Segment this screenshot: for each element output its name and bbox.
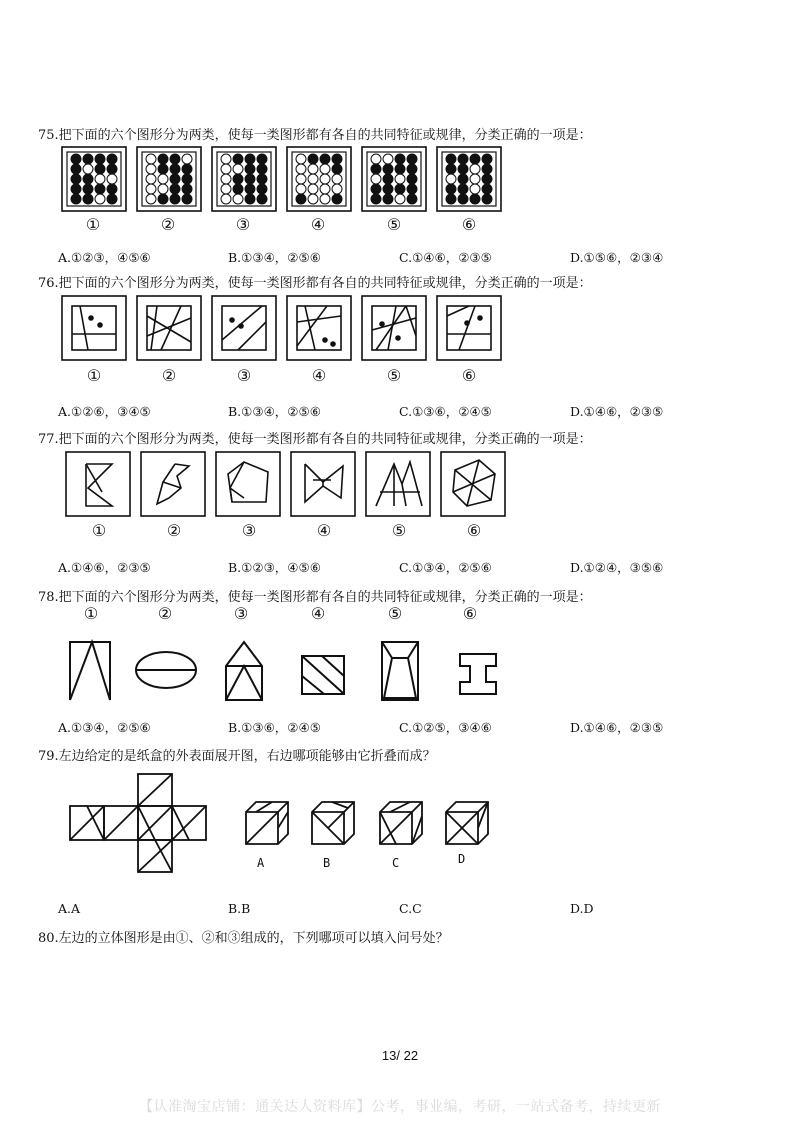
q79-net	[68, 772, 213, 881]
q75-dot	[221, 164, 231, 174]
q75-dot	[182, 184, 192, 194]
q75-dot	[170, 154, 180, 164]
q75-dot-grids	[60, 145, 540, 215]
q79-option-d[interactable]: D.D	[570, 901, 594, 916]
q78-label-3: ③	[233, 604, 249, 623]
q75-dot	[458, 154, 468, 164]
q76-line-squares	[60, 294, 510, 364]
q75-dot	[182, 174, 192, 184]
q75-dot	[245, 174, 255, 184]
page-number: 13/ 22	[381, 1048, 419, 1063]
q78-label-5: ⑤	[387, 604, 403, 623]
q75-option-b[interactable]: B.①③④，②⑤⑥	[228, 250, 321, 265]
q75-figure-3	[212, 147, 276, 211]
q75-dot	[407, 164, 417, 174]
q75-figure-1	[62, 147, 126, 211]
q76-label-1: ①	[86, 366, 102, 385]
question-76-text: 76.把下面的六个图形分为两类，使每一类图形都有各自的共同特征或规律，分类正确的一项是：	[38, 276, 592, 291]
q75-label-4: ④	[310, 215, 326, 234]
q75-dot	[296, 164, 306, 174]
q78-label-2: ②	[157, 604, 173, 623]
q75-dot	[257, 154, 267, 164]
question-77-text: 77.把下面的六个图形分为两类，使每一类图形都有各自的共同特征或规律，分类正确的一项是：	[38, 432, 592, 447]
q75-dot	[458, 174, 468, 184]
q75-dot	[470, 154, 480, 164]
q75-dot	[71, 154, 81, 164]
q75-dot	[446, 184, 456, 194]
q77-option-a[interactable]: A.①④⑥，②③⑤	[58, 560, 151, 575]
q75-dot	[458, 164, 468, 174]
q75-dot	[308, 184, 318, 194]
q75-dot	[371, 164, 381, 174]
q75-dot	[296, 194, 306, 204]
q75-dot	[320, 194, 330, 204]
q75-dot	[383, 154, 393, 164]
q76-label-3: ③	[236, 366, 252, 385]
q75-dot	[395, 184, 405, 194]
q75-dot	[458, 184, 468, 194]
q75-dot	[257, 174, 267, 184]
q79-cube-label-d: D	[458, 852, 466, 866]
q75-dot	[245, 164, 255, 174]
q75-dot	[158, 154, 168, 164]
q75-dot	[470, 184, 480, 194]
q76-label-5: ⑤	[386, 366, 402, 385]
q79-cube-label-a: A	[257, 856, 265, 870]
q75-dot	[470, 174, 480, 184]
q75-label-2: ②	[160, 215, 176, 234]
q75-dot	[395, 194, 405, 204]
q75-label-1: ①	[85, 215, 101, 234]
q75-dot	[470, 194, 480, 204]
q75-dot	[482, 154, 492, 164]
q75-figure-6	[437, 147, 501, 211]
q78-option-a[interactable]: A.①③④，②⑤⑥	[58, 720, 151, 735]
q75-dot	[320, 174, 330, 184]
q75-dot	[482, 184, 492, 194]
q75-dot	[221, 184, 231, 194]
q75-dot	[158, 174, 168, 184]
q75-dot	[182, 164, 192, 174]
q75-dot	[482, 174, 492, 184]
q75-dot	[296, 184, 306, 194]
q75-label-6: ⑥	[461, 215, 477, 234]
q75-dot	[482, 194, 492, 204]
q75-dot	[182, 154, 192, 164]
q75-option-c[interactable]: C.①④⑥，②③⑤	[399, 250, 492, 265]
q75-dot	[233, 194, 243, 204]
q75-dot	[95, 174, 105, 184]
q75-dot	[95, 194, 105, 204]
q75-dot	[107, 184, 117, 194]
q75-dot	[107, 174, 117, 184]
q77-label-3: ③	[241, 521, 257, 540]
q75-dot	[371, 174, 381, 184]
q75-dot	[71, 174, 81, 184]
q75-dot	[71, 164, 81, 174]
q75-dot	[308, 164, 318, 174]
q75-dot	[221, 174, 231, 184]
q75-label-3: ③	[235, 215, 251, 234]
q79-cubes	[240, 796, 500, 856]
q78-shapes	[60, 632, 510, 712]
q77-label-2: ②	[166, 521, 182, 540]
q77-polygon-squares	[66, 452, 516, 520]
q75-dot	[83, 194, 93, 204]
q75-dot	[233, 174, 243, 184]
q75-dot	[146, 154, 156, 164]
q75-dot	[257, 194, 267, 204]
q75-dot	[83, 164, 93, 174]
q75-dot	[170, 174, 180, 184]
q76-label-4: ④	[311, 366, 327, 385]
q75-dot	[332, 194, 342, 204]
q75-dot	[371, 154, 381, 164]
q75-dot	[170, 194, 180, 204]
q75-dot	[170, 184, 180, 194]
q75-dot	[158, 194, 168, 204]
q78-option-b[interactable]: B.①③⑥，②④⑤	[228, 720, 321, 735]
q75-dot	[95, 154, 105, 164]
q75-dot	[407, 194, 417, 204]
q75-dot	[332, 174, 342, 184]
q75-dot	[257, 184, 267, 194]
q75-dot	[221, 154, 231, 164]
q75-dot	[95, 184, 105, 194]
q75-figure-5	[362, 147, 426, 211]
q75-dot	[458, 194, 468, 204]
q75-dot	[407, 154, 417, 164]
q75-dot	[308, 194, 318, 204]
q77-option-b[interactable]: B.①②③，④⑤⑥	[228, 560, 321, 575]
q75-dot	[83, 184, 93, 194]
q75-dot	[383, 194, 393, 204]
q77-label-5: ⑤	[391, 521, 407, 540]
q79-cube-options	[240, 796, 500, 852]
q77-option-d[interactable]: D.①②④，③⑤⑥	[570, 560, 664, 575]
q75-dot	[332, 154, 342, 164]
q78-label-4: ④	[310, 604, 326, 623]
q75-dot	[146, 194, 156, 204]
q75-dot	[170, 164, 180, 174]
q75-dot	[182, 194, 192, 204]
q75-dot	[383, 174, 393, 184]
q75-dot	[395, 154, 405, 164]
q75-label-5: ⑤	[386, 215, 402, 234]
q75-dot	[221, 194, 231, 204]
q75-dot	[446, 164, 456, 174]
q76-option-a[interactable]: A.①②⑥，③④⑤	[58, 404, 151, 419]
q75-dot	[332, 164, 342, 174]
q78-label-6: ⑥	[462, 604, 478, 623]
q76-label-2: ②	[161, 366, 177, 385]
q75-dot	[146, 184, 156, 194]
q75-dot	[257, 164, 267, 174]
q75-dot	[158, 184, 168, 194]
q75-figure-4	[287, 147, 351, 211]
q75-dot	[233, 154, 243, 164]
q76-option-b[interactable]: B.①③④，②⑤⑥	[228, 404, 321, 419]
q75-dot	[371, 184, 381, 194]
q75-dot	[332, 184, 342, 194]
question-78-text: 78.把下面的六个图形分为两类，使每一类图形都有各自的共同特征或规律，分类正确的一项是：	[38, 590, 592, 605]
q75-figure-2	[137, 147, 201, 211]
q75-dot	[308, 174, 318, 184]
q79-option-a[interactable]: A.A	[58, 901, 81, 916]
q79-unfolded-box	[68, 772, 213, 877]
watermark: 【认准淘宝店铺：通关达人资料库】公考，事业编，考研，一站式备考，持续更新	[139, 1099, 661, 1115]
q75-dot	[407, 174, 417, 184]
q75-dot	[245, 194, 255, 204]
q79-option-b[interactable]: B.B	[228, 901, 251, 916]
q75-dot	[107, 164, 117, 174]
q76-label-6: ⑥	[461, 366, 477, 385]
q75-dot	[71, 184, 81, 194]
q75-dot	[233, 184, 243, 194]
q75-figures	[60, 145, 540, 219]
q75-dot	[146, 174, 156, 184]
q77-label-6: ⑥	[466, 521, 482, 540]
q75-dot	[308, 154, 318, 164]
q75-dot	[233, 164, 243, 174]
q75-dot	[446, 194, 456, 204]
q75-option-d[interactable]: D.①⑤⑥，②③④	[570, 250, 664, 265]
q75-dot	[320, 184, 330, 194]
q75-dot	[482, 164, 492, 174]
q75-dot	[107, 154, 117, 164]
q75-dot	[71, 194, 81, 204]
q75-dot	[320, 154, 330, 164]
q78-option-c[interactable]: C.①②⑤，③④⑥	[399, 720, 492, 735]
q75-dot	[95, 164, 105, 174]
q75-dot	[107, 194, 117, 204]
q75-dot	[395, 164, 405, 174]
q75-dot	[296, 174, 306, 184]
q77-figures	[66, 452, 516, 524]
q75-dot	[470, 164, 480, 174]
q76-figures	[60, 294, 510, 368]
q75-dot	[83, 154, 93, 164]
q75-dot	[446, 154, 456, 164]
q75-dot	[146, 164, 156, 174]
q75-dot	[383, 164, 393, 174]
question-75-text: 75.把下面的六个图形分为两类，使每一类图形都有各自的共同特征或规律，分类正确的一项是：	[38, 128, 592, 143]
question-79-text: 79.左边给定的是纸盒的外表面展开图，右边哪项能够由它折叠而成？	[38, 749, 436, 764]
q75-dot	[395, 174, 405, 184]
q75-dot	[446, 174, 456, 184]
q75-dot	[83, 174, 93, 184]
q75-dot	[407, 184, 417, 194]
q76-option-d[interactable]: D.①④⑥，②③⑤	[570, 404, 664, 419]
q75-dot	[245, 184, 255, 194]
q78-figures	[60, 632, 510, 716]
q79-option-c[interactable]: C.C	[399, 901, 422, 916]
q77-label-4: ④	[316, 521, 332, 540]
q79-cube-label-c: C	[392, 856, 400, 870]
q75-dot	[371, 194, 381, 204]
question-80-text: 80.左边的立体图形是由①、②和③组成的，下列哪项可以填入问号处？	[38, 931, 449, 946]
q75-dot	[158, 164, 168, 174]
q75-dot	[320, 164, 330, 174]
q75-dot	[296, 154, 306, 164]
q77-option-c[interactable]: C.①③④，②⑤⑥	[399, 560, 492, 575]
q75-option-a[interactable]: A.①②③，④⑤⑥	[58, 250, 151, 265]
q78-option-d[interactable]: D.①④⑥，②③⑤	[570, 720, 664, 735]
q77-label-1: ①	[91, 521, 107, 540]
q79-cube-label-b: B	[323, 856, 331, 870]
q78-label-1: ①	[83, 604, 99, 623]
q75-dot	[383, 184, 393, 194]
q75-dot	[245, 154, 255, 164]
q76-option-c[interactable]: C.①③⑥，②④⑤	[399, 404, 492, 419]
